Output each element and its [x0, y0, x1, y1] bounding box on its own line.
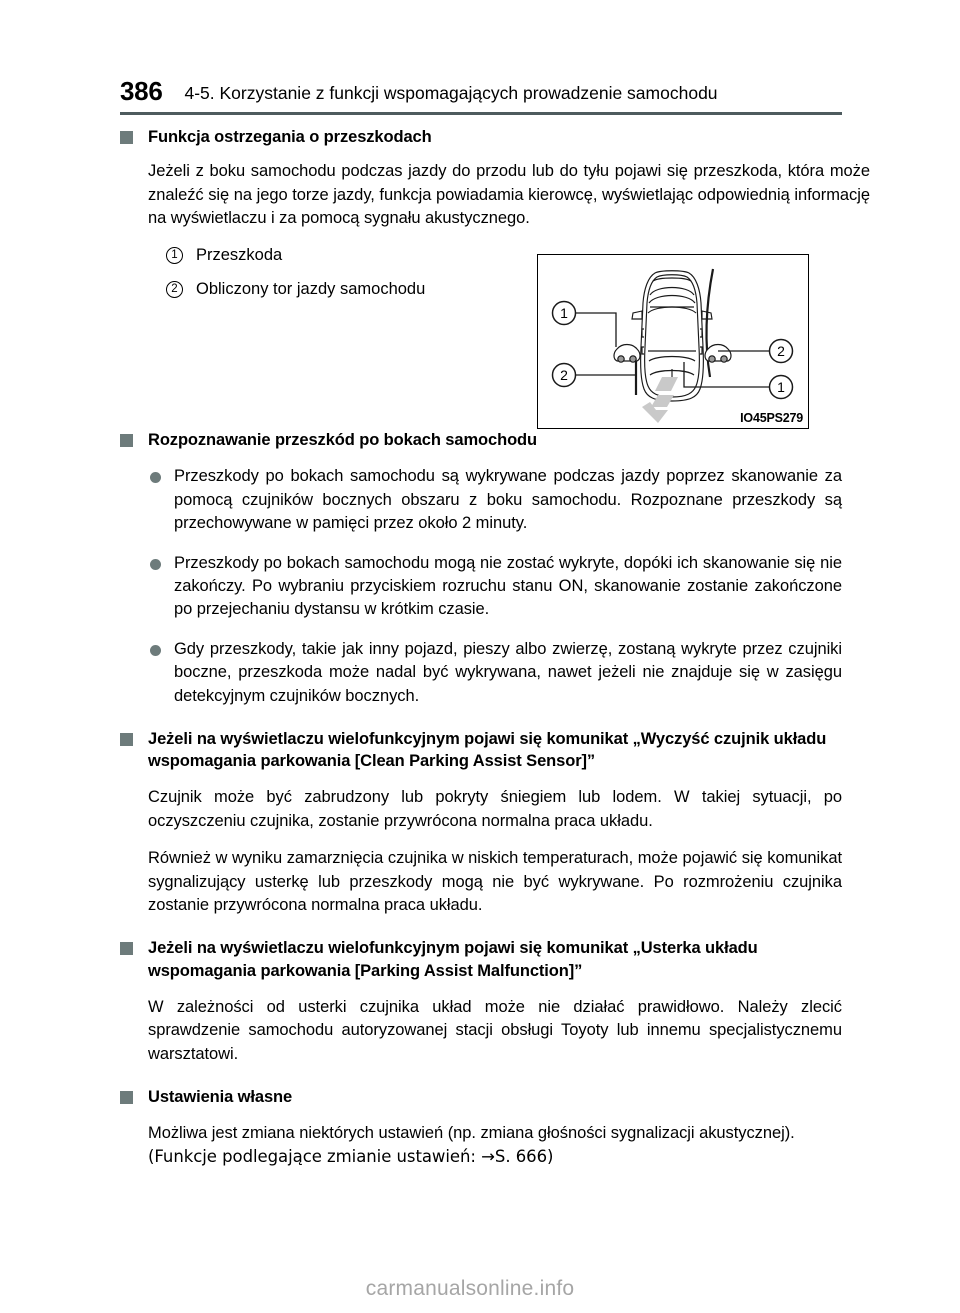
page-title: 4-5. Korzystanie z funkcji wspomagających prowadzenie samochodu: [184, 82, 718, 103]
section-heading-text: Rozpoznawanie przeszkód po bokach samochodu: [148, 431, 538, 450]
callout-number-2: 2: [166, 281, 183, 298]
section-heading-clean-parking-assist-sensor: [120, 728, 842, 772]
paragraph-obstacle-warning: Jeżeli z boku samochodu podczas jazdy do przodu lub do tyłu pojawi się przeszkoda, która może znaleźć się na jego torze jazdy, funkcja powiadamia kierowcę, wyświetlając odpowiednią informację na wyświetlaczu i za pomocą sygnału akustycznego.: [148, 162, 870, 227]
section-heading-text: Funkcja ostrzegania o przeszkodach: [148, 128, 432, 146]
list-item: [148, 465, 842, 535]
paragraph-sensor-frozen: Również w wyniku zamarznięcia czujnika w niskich temperaturach, może pojawić się komunikat sygnalizujący usterkę lub przeszkody mogą nie być wykrywane. Po rozmrożeniu czujnika zostanie przywrócona normalna praca układu.: [148, 849, 842, 915]
cross-reference[interactable]: (Funkcje podlegające zmianie ustawień: →S. 666): [148, 1147, 554, 1167]
svg-text:1: 1: [777, 379, 785, 395]
section-heading-parking-assist-malfunction: [120, 937, 842, 981]
list-item: [148, 638, 842, 708]
list-item-text: Przeszkody po bokach samochodu mogą nie zostać wykryte, dopóki ich skanowanie się nie zakończy. Po wybraniu przyciskiem rozruchu stanu ON, skanowanie zostanie zakończone po przejechaniu dystansu w krótkim czasie.: [174, 553, 842, 619]
list-item: [148, 552, 842, 622]
header-divider: [120, 112, 842, 115]
footer-watermark: carmanualsonline.info: [365, 1277, 575, 1300]
round-bullet-icon: [150, 472, 161, 483]
list-item-text: Gdy przeszkody, takie jak inny pojazd, pieszy albo zwierzę, zostaną wykryte przez czujniki boczne, przeszkoda może nadal być wykrywana, nawet jeżeli nie znajduje się w zasięgu detekcyjnym czujników bocznych.: [174, 639, 842, 705]
square-bullet-icon: [120, 1091, 133, 1104]
square-bullet-icon: [120, 733, 133, 746]
section-heading-custom-settings: [120, 1086, 842, 1108]
paragraph-malfunction: W zależności od usterki czujnika układ może nie działać prawidłowo. Należy zlecić sprawdzenie samochodu autoryzowanej stacji obsługi Toyoty lub innemu specjalistycznemu warsztatowi.: [148, 997, 842, 1063]
paragraph-sensor-dirty: Czujnik może być zabrudzony lub pokryty śniegiem lub lodem. W takiej sytuacji, po oczyszczeniu czujnika, zostanie przywrócona normalna praca układu.: [148, 788, 842, 830]
page-content: [120, 126, 870, 1169]
round-bullet-icon: [150, 559, 161, 570]
section-heading-text: Ustawienia własne: [148, 1087, 293, 1106]
callout-number-1: 1: [166, 247, 183, 264]
figure-code: IO45PS279: [740, 411, 803, 425]
square-bullet-icon: [120, 942, 133, 955]
section-heading-obstacle-warning: [120, 126, 842, 148]
paragraph-custom-settings: Możliwa jest zmiana niektórych ustawień (np. zmiana głośności sygnalizacji akustycznej).: [148, 1124, 795, 1143]
callout-label-1: Przeszkoda: [196, 246, 283, 265]
section-heading-text: Jeżeli na wyświetlaczu wielofunkcyjnym pojawi się komunikat „Usterka układu wspomagania parkowania [Parking Assist Malfunction]”: [148, 939, 758, 980]
square-bullet-icon: [120, 131, 133, 144]
list-item-text: Przeszkody po bokach samochodu są wykrywane podczas jazdy poprzez skanowanie za pomocą czujników bocznych obszaru z boku samochodu. Rozpoznane przeszkody są przechowywane w pamięci przez około 2 minuty.: [174, 467, 842, 533]
page-header: [120, 62, 840, 104]
callout-label-2: Obliczony tor jazdy samochodu: [196, 279, 426, 298]
svg-text:2: 2: [560, 367, 568, 383]
square-bullet-icon: [120, 434, 133, 447]
round-bullet-icon: [150, 645, 161, 656]
svg-text:2: 2: [777, 343, 785, 359]
page-number: 386: [120, 76, 163, 106]
section-heading-side-obstacle-recognition: [120, 429, 842, 451]
figure-callout-2: [166, 278, 520, 301]
section-heading-text: Jeżeli na wyświetlaczu wielofunkcyjnym pojawi się komunikat „Wyczyść czujnik układu wspomagania parkowania [Clean Parking Assist Sensor]”: [148, 730, 827, 771]
svg-text:1: 1: [560, 305, 568, 321]
figure-callout-1: [166, 244, 520, 267]
